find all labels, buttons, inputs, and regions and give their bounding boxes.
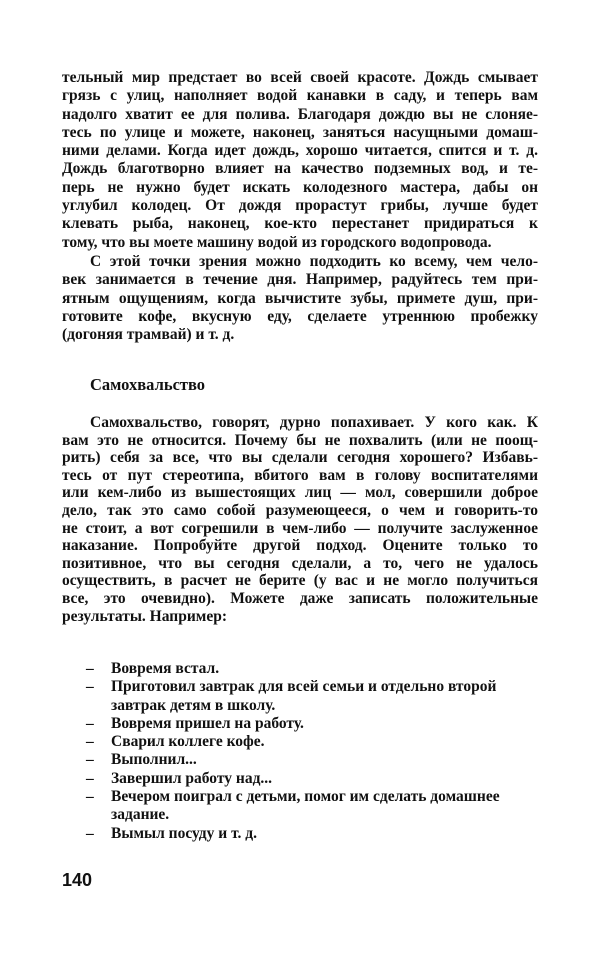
bullet-dash: – bbox=[86, 714, 94, 732]
text-line: надолго хватит ее для полива. Благодаря дождю вы не слоняе- bbox=[62, 105, 538, 123]
list-item-text: завтрак детям в школу. bbox=[111, 696, 276, 714]
paragraph-3 bbox=[62, 414, 538, 625]
list-item-text: Приготовил завтрак для всей семьи и отдельно второй bbox=[111, 678, 497, 696]
bullet-dash: – bbox=[86, 678, 94, 696]
paragraph-2 bbox=[62, 253, 538, 344]
text-line: готовите кофе, вкусную еду, сделаете утреннюю пробежку bbox=[62, 307, 538, 325]
text-line: тесь от пут стереотипа, вбитого вам в голову воспитателями bbox=[62, 466, 538, 484]
bullet-dash: – bbox=[86, 769, 94, 787]
text-line: ятным ощущениям, когда вычистите зубы, примете душ, при- bbox=[62, 289, 538, 307]
text-line: тому, что вы моете машину водой из городского водопровода. bbox=[62, 233, 492, 251]
bullet-dash: – bbox=[86, 788, 94, 806]
paragraph-1 bbox=[62, 69, 538, 252]
list-item-text: Сварил коллеге кофе. bbox=[111, 733, 265, 751]
text-line: все, это очевидно). Можете даже записать положительные bbox=[62, 589, 538, 607]
list-item-text: Завершил работу над... bbox=[111, 769, 273, 787]
list-item-text: Вымыл посуду и т. д. bbox=[111, 824, 257, 842]
list-item bbox=[62, 715, 538, 733]
text-line: Самохвальство, говорят, дурно попахивает. У кого как. К bbox=[90, 414, 538, 431]
list-item bbox=[62, 751, 538, 769]
bullet-dash: – bbox=[86, 733, 94, 751]
section-heading: Самохвальство bbox=[90, 375, 206, 394]
bullet-dash: – bbox=[86, 660, 94, 677]
list-item-text: Выполнил... bbox=[111, 751, 197, 769]
bullet-dash: – bbox=[86, 751, 94, 769]
text-line: ними делами. Когда идет дождь, хорошо читается, спится и т. д. bbox=[62, 142, 538, 160]
text-line: тесь по улице и можете, наконец, заняться насущными домаш- bbox=[62, 123, 538, 141]
list-item-text: задание. bbox=[111, 806, 170, 824]
text-line: углубил колодец. От дождя прорастут грибы, лучше будет bbox=[62, 197, 538, 215]
list-item bbox=[62, 678, 538, 715]
text-line: вам это не относится. Почему бы не похвалить (или не поощ- bbox=[62, 431, 538, 449]
text-line: Дождь благотворно влияет на качество подземных вод, и те- bbox=[62, 160, 538, 178]
list-item bbox=[62, 660, 538, 678]
text-line: не стоит, а вот согрешили в чем-либо — получите заслуженное bbox=[62, 519, 538, 537]
text-line: клевать рыба, наконец, кое-кто перестанет придираться к bbox=[62, 215, 538, 233]
text-line: грязь с улиц, наполняет водой канавки в саду, и теперь вам bbox=[62, 87, 538, 105]
list-item bbox=[62, 825, 538, 843]
list-item bbox=[62, 733, 538, 751]
text-line: перь не нужно будет искать колодезного мастера, дабы он bbox=[62, 178, 538, 196]
text-line: рить) себя за все, что вы сделали сегодня хорошего? Избавь- bbox=[62, 449, 538, 467]
text-line: позитивное, что вы сегодня сделали, а то, чего не удалось bbox=[62, 554, 538, 572]
list-item-text: Вовремя встал. bbox=[111, 660, 220, 677]
text-line: наказание. Попробуйте другой подход. Оцените только то bbox=[62, 537, 538, 555]
text-line: (догоняя трамвай) и т. д. bbox=[62, 326, 235, 344]
list-item bbox=[62, 788, 538, 825]
text-line: или кем-либо из вышестоящих лиц — мол, совершили доброе bbox=[62, 484, 538, 502]
text-line: результаты. Например: bbox=[62, 607, 227, 625]
page-number: 140 bbox=[62, 870, 93, 890]
achievement-list bbox=[62, 660, 538, 843]
text-line: осуществить, в расчет не берите (у вас и не могло получиться bbox=[62, 572, 538, 590]
bullet-dash: – bbox=[86, 824, 94, 842]
list-item-text: Вечером поиграл с детьми, помог им сделать домашнее bbox=[111, 788, 500, 806]
text-line: С этой точки зрения можно подходить ко всему, чем чело- bbox=[90, 253, 538, 270]
text-line: век занимается в течение дня. Например, радуйтесь тем при- bbox=[62, 271, 538, 289]
text-line: тельный мир предстает во всей своей красоте. Дождь смывает bbox=[62, 69, 538, 86]
text-line: дело, так это само собой разумеющееся, о чем и говорить-то bbox=[62, 501, 538, 519]
list-item-text: Вовремя пришел на работу. bbox=[111, 714, 304, 732]
list-item bbox=[62, 770, 538, 788]
